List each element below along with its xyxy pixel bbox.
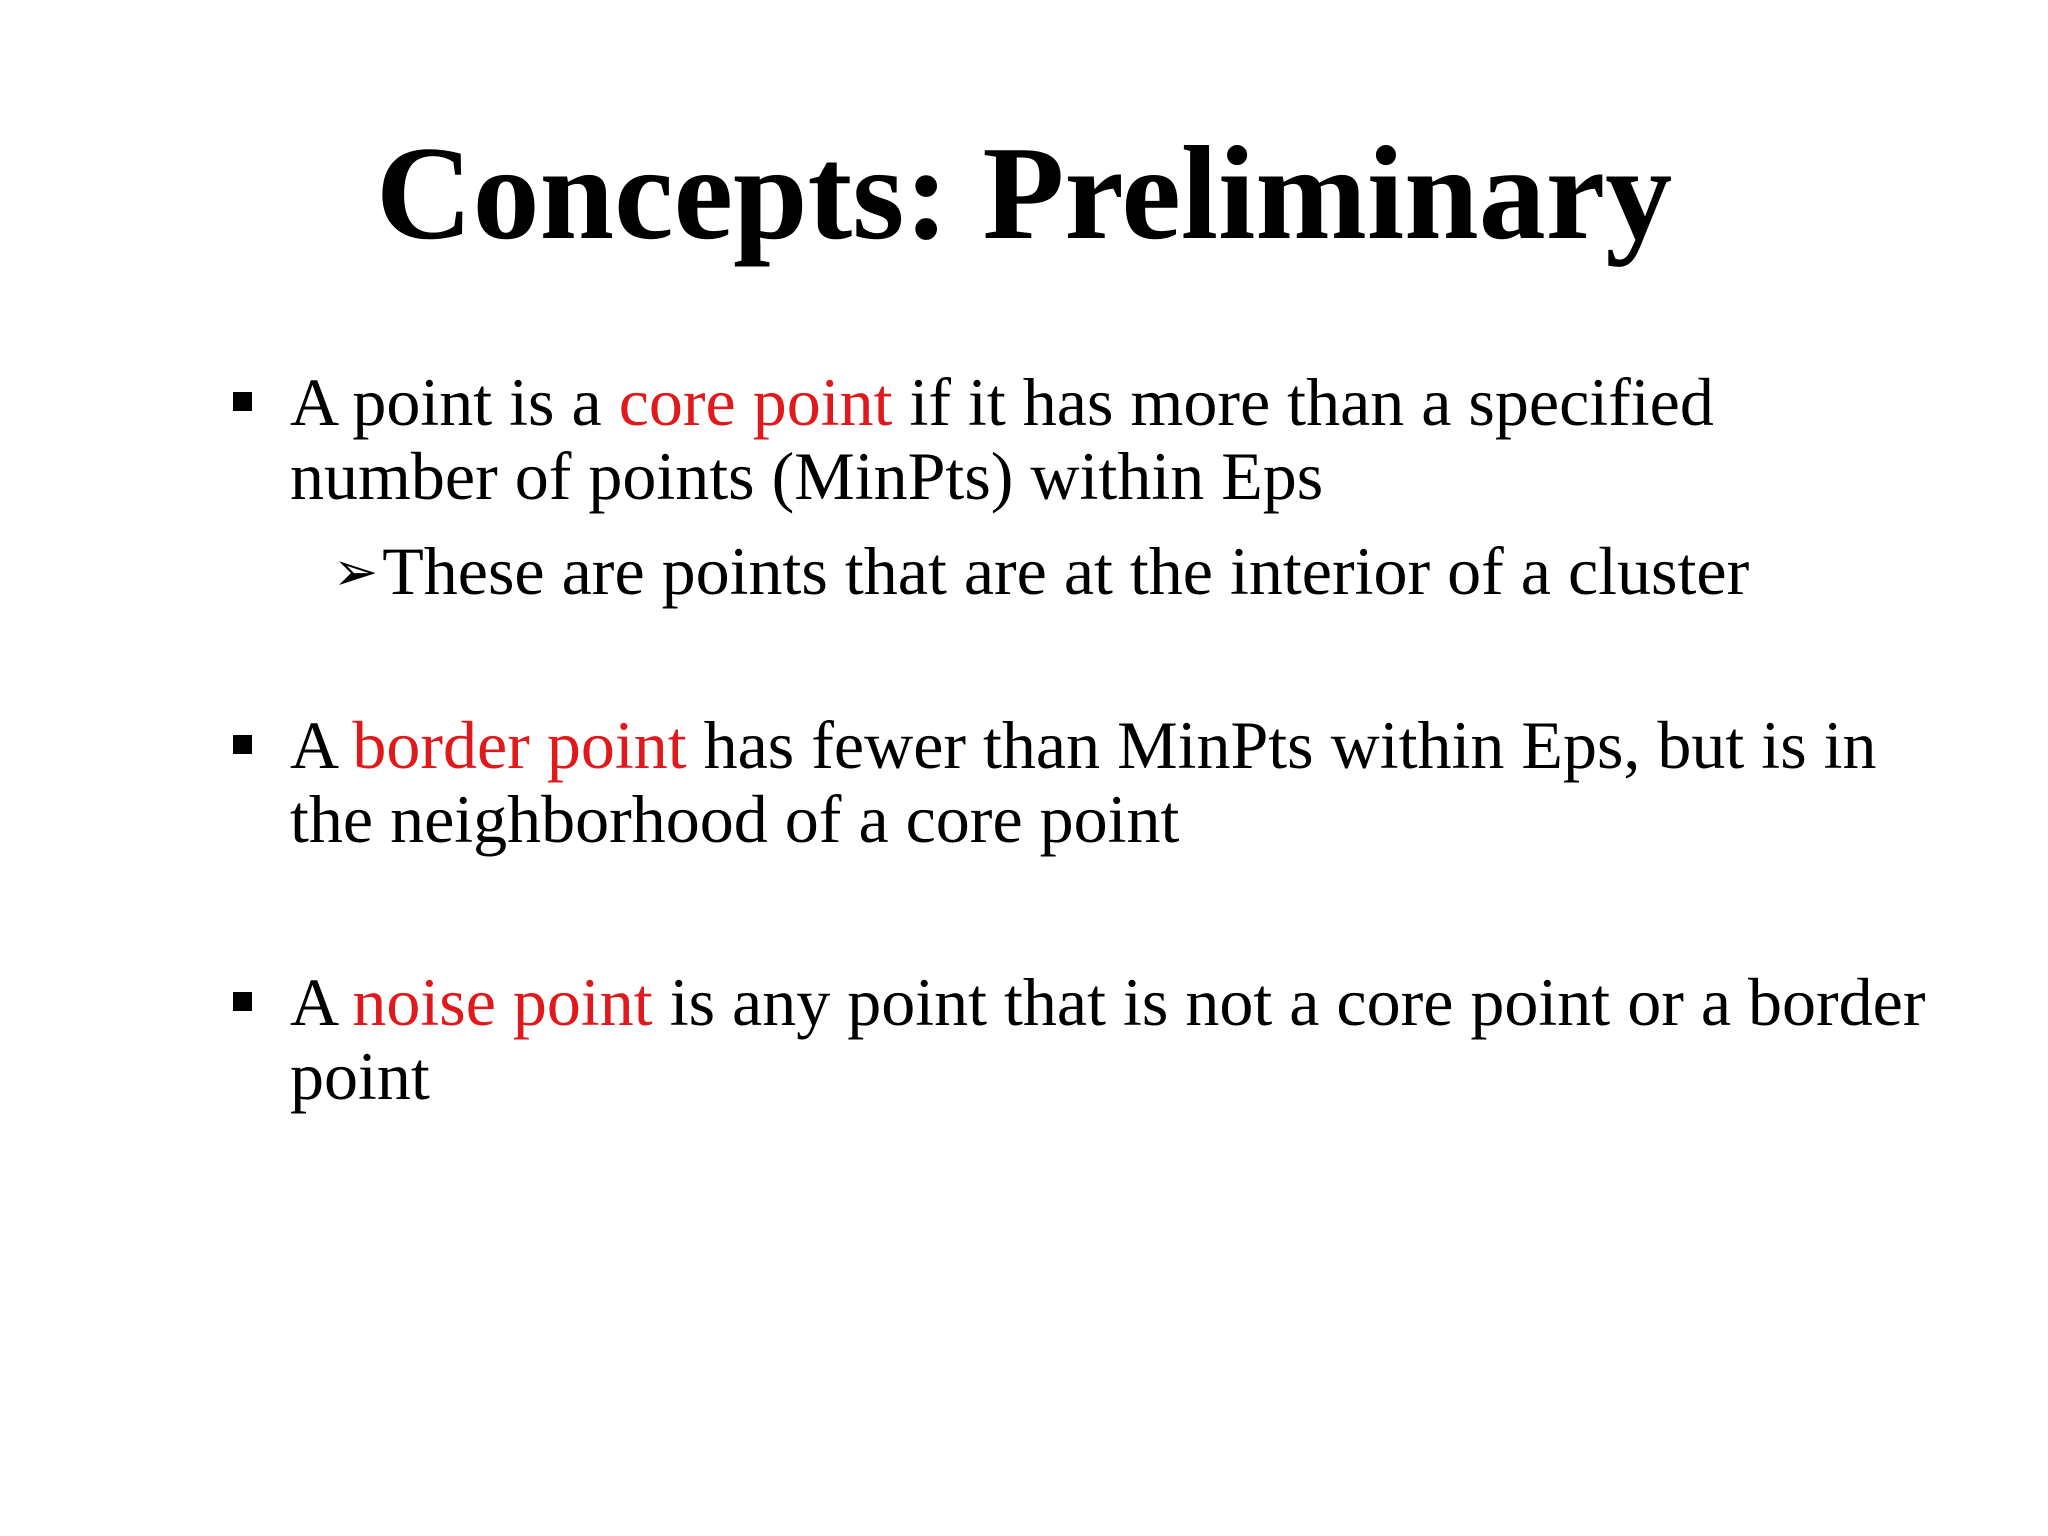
slide-title: Concepts: Preliminary [375, 119, 1673, 267]
arrowhead-bullet-icon: ➢ [333, 540, 379, 603]
bullet-text-prefix: A [290, 707, 353, 783]
bullet-text-prefix: A [290, 964, 353, 1040]
bullet-text-suffix: is any point that is not a core point or a border point [290, 964, 1926, 1114]
bullet-core-point [290, 365, 1930, 513]
sub-bullet-interior [333, 534, 1749, 609]
bullet-text-suffix: if it has more than a specified number of points (MinPts) within Eps [290, 364, 1714, 514]
bullet-text-prefix: A point is a [290, 364, 619, 440]
bullet-noise-point [290, 965, 1930, 1113]
term-noise-point: noise point [352, 964, 653, 1040]
square-bullet-icon [233, 392, 252, 411]
term-core-point: core point [618, 364, 893, 440]
square-bullet-icon [233, 735, 252, 754]
square-bullet-icon [233, 992, 252, 1011]
bullet-border-point [290, 708, 1930, 856]
bullet-text-suffix: has fewer than MinPts within Eps, but is in the neighborhood of a core point [290, 707, 1877, 857]
term-border-point: border point [352, 707, 687, 783]
sub-bullet-text: These are points that are at the interior of a cluster [382, 533, 1750, 609]
